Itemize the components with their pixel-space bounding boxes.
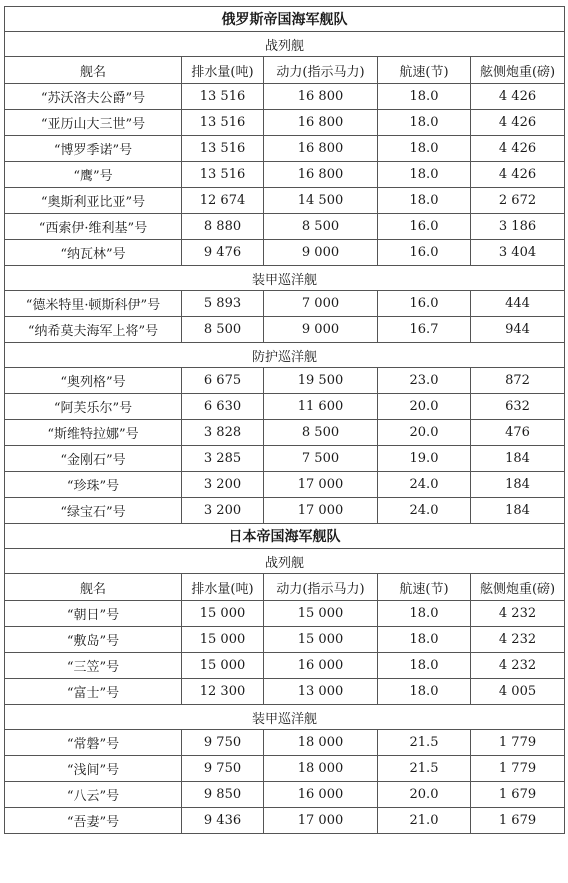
broadside-weight: 184	[471, 472, 565, 498]
section-label-row	[5, 705, 565, 730]
horsepower: 15 000	[264, 627, 378, 653]
broadside-weight: 1 779	[471, 730, 565, 756]
table-row	[5, 756, 565, 782]
horsepower: 16 800	[264, 162, 378, 188]
fleet-table-body	[5, 7, 565, 834]
ship-name: “吾妻”号	[5, 808, 182, 834]
ship-name: “苏沃洛夫公爵”号	[5, 84, 182, 110]
speed: 18.0	[378, 679, 471, 705]
broadside-weight: 184	[471, 498, 565, 524]
broadside-weight: 4 426	[471, 136, 565, 162]
horsepower: 8 500	[264, 420, 378, 446]
column-header: 航速(节)	[378, 574, 471, 601]
speed: 18.0	[378, 188, 471, 214]
ship-name: “金刚石”号	[5, 446, 182, 472]
column-header: 航速(节)	[378, 57, 471, 84]
section-label-row	[5, 343, 565, 368]
displacement: 9 750	[182, 730, 264, 756]
horsepower: 9 000	[264, 317, 378, 343]
horsepower: 13 000	[264, 679, 378, 705]
ship-name: “鹰”号	[5, 162, 182, 188]
section-label: 装甲巡洋舰	[5, 705, 565, 730]
ship-name: “博罗季诺”号	[5, 136, 182, 162]
table-row	[5, 110, 565, 136]
table-row	[5, 188, 565, 214]
table-row	[5, 782, 565, 808]
ship-name: “纳希莫夫海军上将”号	[5, 317, 182, 343]
speed: 16.0	[378, 214, 471, 240]
displacement: 15 000	[182, 653, 264, 679]
table-row	[5, 368, 565, 394]
displacement: 12 674	[182, 188, 264, 214]
horsepower: 16 000	[264, 653, 378, 679]
broadside-weight: 3 404	[471, 240, 565, 266]
table-row	[5, 498, 565, 524]
speed: 24.0	[378, 498, 471, 524]
speed: 19.0	[378, 446, 471, 472]
broadside-weight: 1 679	[471, 782, 565, 808]
speed: 16.0	[378, 240, 471, 266]
column-header: 动力(指示马力)	[264, 574, 378, 601]
speed: 20.0	[378, 420, 471, 446]
displacement: 6 675	[182, 368, 264, 394]
speed: 16.0	[378, 291, 471, 317]
broadside-weight: 872	[471, 368, 565, 394]
section-label: 战列舰	[5, 32, 565, 57]
broadside-weight: 4 426	[471, 110, 565, 136]
broadside-weight: 1 679	[471, 808, 565, 834]
ship-name: “亚历山大三世”号	[5, 110, 182, 136]
ship-name: “德米特里·顿斯科伊”号	[5, 291, 182, 317]
broadside-weight: 944	[471, 317, 565, 343]
horsepower: 7 500	[264, 446, 378, 472]
horsepower: 7 000	[264, 291, 378, 317]
column-header: 排水量(吨)	[182, 574, 264, 601]
table-row	[5, 240, 565, 266]
ship-name: “常磐”号	[5, 730, 182, 756]
broadside-weight: 444	[471, 291, 565, 317]
speed: 21.5	[378, 730, 471, 756]
displacement: 15 000	[182, 627, 264, 653]
speed: 18.0	[378, 601, 471, 627]
displacement: 9 476	[182, 240, 264, 266]
table-row	[5, 679, 565, 705]
speed: 24.0	[378, 472, 471, 498]
horsepower: 16 000	[264, 782, 378, 808]
broadside-weight: 184	[471, 446, 565, 472]
column-header: 舷侧炮重(磅)	[471, 57, 565, 84]
broadside-weight: 4 232	[471, 653, 565, 679]
broadside-weight: 4 232	[471, 627, 565, 653]
displacement: 12 300	[182, 679, 264, 705]
column-header: 舷侧炮重(磅)	[471, 574, 565, 601]
displacement: 3 200	[182, 498, 264, 524]
displacement: 13 516	[182, 162, 264, 188]
horsepower: 8 500	[264, 214, 378, 240]
broadside-weight: 2 672	[471, 188, 565, 214]
speed: 23.0	[378, 368, 471, 394]
section-label-row	[5, 549, 565, 574]
ship-name: “西索伊·维利基”号	[5, 214, 182, 240]
speed: 18.0	[378, 84, 471, 110]
fleet-title: 日本帝国海军舰队	[5, 524, 565, 549]
table-row	[5, 162, 565, 188]
broadside-weight: 632	[471, 394, 565, 420]
speed: 18.0	[378, 162, 471, 188]
horsepower: 14 500	[264, 188, 378, 214]
table-row	[5, 420, 565, 446]
table-row	[5, 84, 565, 110]
ship-name: “绿宝石”号	[5, 498, 182, 524]
broadside-weight: 3 186	[471, 214, 565, 240]
ship-name: “奥列格”号	[5, 368, 182, 394]
displacement: 3 828	[182, 420, 264, 446]
displacement: 9 436	[182, 808, 264, 834]
table-row	[5, 808, 565, 834]
column-header: 动力(指示马力)	[264, 57, 378, 84]
column-header-row	[5, 574, 565, 601]
ship-name: “富士”号	[5, 679, 182, 705]
fleet-title: 俄罗斯帝国海军舰队	[5, 7, 565, 32]
displacement: 3 200	[182, 472, 264, 498]
broadside-weight: 4 426	[471, 84, 565, 110]
speed: 18.0	[378, 627, 471, 653]
table-row	[5, 214, 565, 240]
speed: 20.0	[378, 394, 471, 420]
ship-name: “浅间”号	[5, 756, 182, 782]
ship-name: “纳瓦林”号	[5, 240, 182, 266]
displacement: 9 850	[182, 782, 264, 808]
ship-name: “三笠”号	[5, 653, 182, 679]
broadside-weight: 1 779	[471, 756, 565, 782]
speed: 16.7	[378, 317, 471, 343]
displacement: 15 000	[182, 601, 264, 627]
horsepower: 17 000	[264, 808, 378, 834]
column-header: 舰名	[5, 57, 182, 84]
displacement: 13 516	[182, 84, 264, 110]
table-row	[5, 730, 565, 756]
table-row	[5, 136, 565, 162]
table-row	[5, 291, 565, 317]
speed: 21.0	[378, 808, 471, 834]
horsepower: 18 000	[264, 730, 378, 756]
section-label: 装甲巡洋舰	[5, 266, 565, 291]
horsepower: 9 000	[264, 240, 378, 266]
displacement: 8 880	[182, 214, 264, 240]
ship-name: “珍珠”号	[5, 472, 182, 498]
broadside-weight: 4 232	[471, 601, 565, 627]
ship-name: “朝日”号	[5, 601, 182, 627]
broadside-weight: 4 426	[471, 162, 565, 188]
fleet-title-row	[5, 7, 565, 32]
ship-name: “奥斯利亚比亚”号	[5, 188, 182, 214]
table-row	[5, 653, 565, 679]
displacement: 6 630	[182, 394, 264, 420]
ship-name: “八云”号	[5, 782, 182, 808]
horsepower: 17 000	[264, 498, 378, 524]
horsepower: 15 000	[264, 601, 378, 627]
section-label: 战列舰	[5, 549, 565, 574]
table-row	[5, 601, 565, 627]
horsepower: 16 800	[264, 110, 378, 136]
ship-name: “阿芙乐尔”号	[5, 394, 182, 420]
displacement: 8 500	[182, 317, 264, 343]
horsepower: 18 000	[264, 756, 378, 782]
displacement: 5 893	[182, 291, 264, 317]
column-header: 排水量(吨)	[182, 57, 264, 84]
displacement: 13 516	[182, 136, 264, 162]
horsepower: 16 800	[264, 84, 378, 110]
horsepower: 16 800	[264, 136, 378, 162]
table-row	[5, 317, 565, 343]
fleet-table	[4, 6, 565, 834]
displacement: 13 516	[182, 110, 264, 136]
table-row	[5, 394, 565, 420]
speed: 18.0	[378, 110, 471, 136]
table-row	[5, 446, 565, 472]
table-row	[5, 472, 565, 498]
section-label-row	[5, 266, 565, 291]
column-header: 舰名	[5, 574, 182, 601]
horsepower: 11 600	[264, 394, 378, 420]
fleet-title-row	[5, 524, 565, 549]
speed: 21.5	[378, 756, 471, 782]
ship-name: “斯维特拉娜”号	[5, 420, 182, 446]
column-header-row	[5, 57, 565, 84]
broadside-weight: 476	[471, 420, 565, 446]
table-row	[5, 627, 565, 653]
broadside-weight: 4 005	[471, 679, 565, 705]
displacement: 9 750	[182, 756, 264, 782]
speed: 20.0	[378, 782, 471, 808]
displacement: 3 285	[182, 446, 264, 472]
section-label: 防护巡洋舰	[5, 343, 565, 368]
horsepower: 19 500	[264, 368, 378, 394]
ship-name: “敷岛”号	[5, 627, 182, 653]
section-label-row	[5, 32, 565, 57]
horsepower: 17 000	[264, 472, 378, 498]
speed: 18.0	[378, 136, 471, 162]
speed: 18.0	[378, 653, 471, 679]
